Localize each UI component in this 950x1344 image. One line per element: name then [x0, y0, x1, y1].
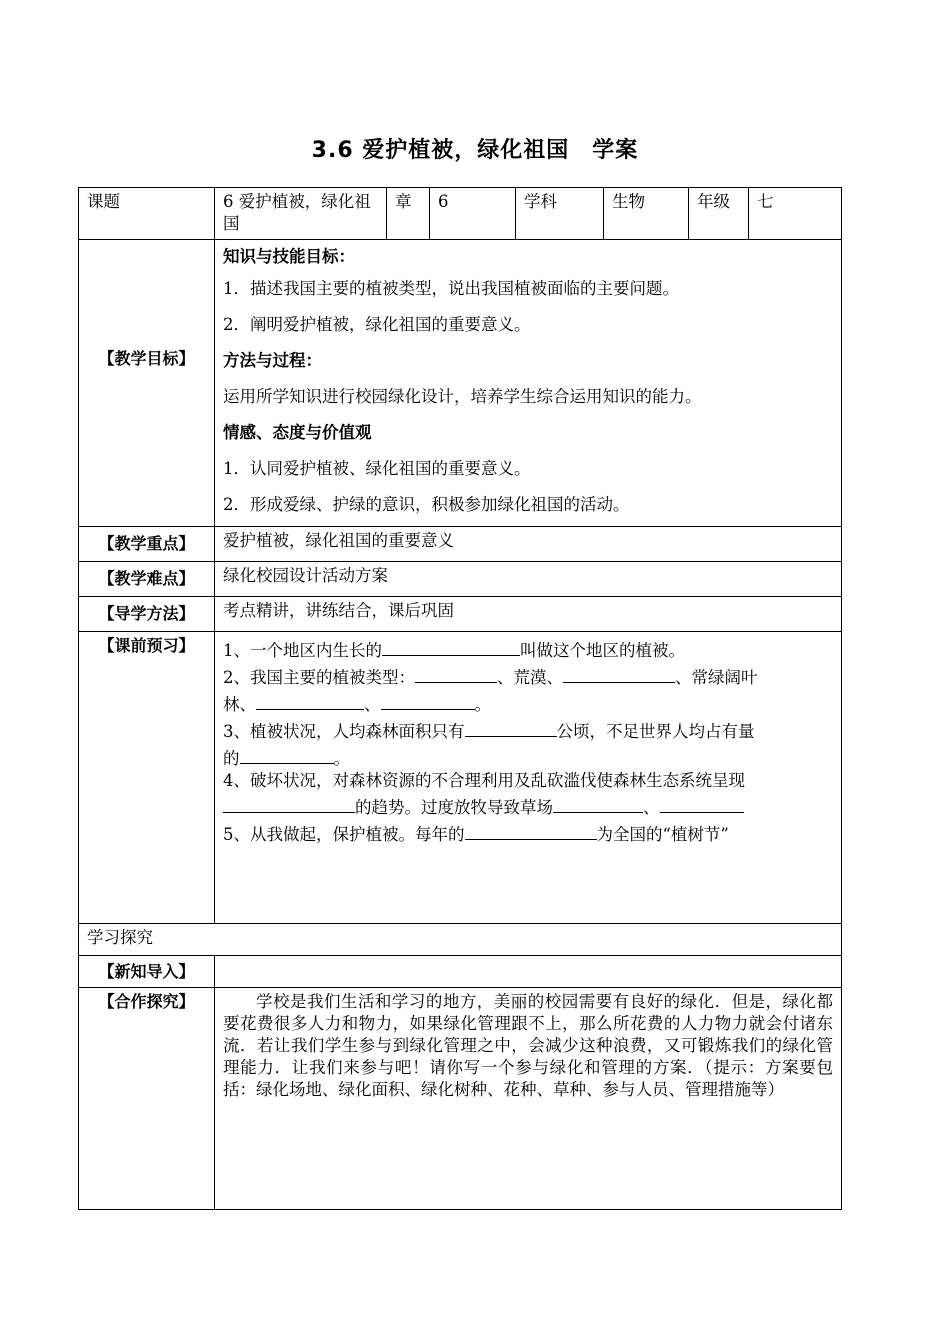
cooperate-text: 学校是我们生活和学习的地方，美丽的校园需要有良好的绿化．但是，绿化都要花费很多人力和物力，如果绿化管理跟不上，那么所花费的人力物力就会付诸东流．若让我们学生参与到绿化管理之中，会减少这种浪费，又可锻炼我们的绿化管理能力．让我们来参与吧！请你写一个参与绿化和管理的方案．（提示：方案要包括：绿化场地、绿化面积、绿化树种、花种、草种、参与人员、管理措施等） [215, 988, 842, 1210]
difficulty-row [79, 562, 842, 597]
new-intro-label: 【新知导入】 [79, 956, 215, 988]
page-title: 3.6 爱护植被，绿化祖国 学案 [311, 138, 639, 163]
blank[interactable] [240, 743, 334, 764]
subject-value: 生物 [604, 188, 689, 240]
method-label: 【导学方法】 [79, 597, 215, 632]
blank[interactable] [223, 792, 355, 813]
blank[interactable] [660, 792, 744, 813]
preview-q4: 4、破坏状况，对森林资源的不合理利用及乱砍滥伐使森林生态系统呈现 [223, 771, 745, 790]
cooperate-label: 【合作探究】 [79, 988, 215, 1210]
knowledge-item-1: 1．描述我国主要的植被类型，说出我国植被面临的主要问题。 [223, 279, 679, 298]
key-point-row [79, 527, 842, 562]
blank[interactable] [256, 689, 364, 710]
preview-q5: 5、从我做起，保护植被。每年的 为全国的“植树节” [223, 819, 833, 846]
method-value: 考点精讲，讲练结合，课后巩固 [215, 597, 842, 632]
grade-value: 七 [749, 188, 842, 240]
new-intro-row [79, 956, 842, 988]
preview-q2: 2、我国主要的植被类型： 、荒漠、 、常绿阔叶 [223, 662, 833, 689]
difficulty-label: 【教学难点】 [79, 562, 215, 597]
method-item-1: 运用所学知识进行校园绿化设计，培养学生综合运用知识的能力。 [223, 387, 702, 406]
preview-q3: 3、植被状况，人均森林面积只有 公顷，不足世界人均占有量 [223, 716, 833, 743]
new-intro-content [215, 956, 842, 988]
knowledge-item-2: 2．阐明爱护植被，绿化祖国的重要意义。 [223, 315, 531, 334]
preview-q1: 1、一个地区内生长的 叫做这个地区的植被。 [223, 635, 833, 662]
explore-row [79, 924, 842, 956]
subject-label: 学科 [516, 188, 604, 240]
explore-label: 学习探究 [79, 924, 842, 956]
objectives-row [79, 240, 842, 527]
objectives-content [215, 240, 842, 527]
objectives-label: 【教学目标】 [79, 240, 215, 527]
preview-q4-cont: 的趋势。过度放牧导致草场 、 [223, 792, 833, 819]
blank[interactable] [415, 662, 497, 683]
key-point-value: 爱护植被，绿化祖国的重要意义 [215, 527, 842, 562]
difficulty-value: 绿化校园设计活动方案 [215, 562, 842, 597]
header-row [79, 188, 842, 240]
preview-label: 【课前预习】 [79, 632, 215, 924]
blank[interactable] [465, 819, 597, 840]
method-heading: 方法与过程： [223, 351, 322, 370]
blank[interactable] [563, 662, 675, 683]
cooperate-row [79, 988, 842, 1210]
method-row [79, 597, 842, 632]
topic-label: 课题 [79, 188, 215, 240]
lesson-plan-table [78, 187, 842, 1210]
knowledge-heading: 知识与技能目标： [223, 247, 355, 266]
blank[interactable] [553, 792, 643, 813]
blank[interactable] [382, 635, 520, 656]
key-point-label: 【教学重点】 [79, 527, 215, 562]
preview-q2-cont: 林、 、 。 [223, 689, 833, 716]
preview-q3-cont: 的 。 [223, 743, 833, 770]
blank[interactable] [381, 689, 475, 710]
chapter-label: 章 [387, 188, 430, 240]
emotion-item-1: 1．认同爱护植被、绿化祖国的重要意义。 [223, 459, 531, 478]
emotion-heading: 情感、态度与价值观 [223, 423, 372, 442]
preview-row [79, 632, 842, 924]
preview-content [215, 632, 842, 924]
blank[interactable] [465, 716, 557, 737]
emotion-item-2: 2．形成爱绿、护绿的意识，积极参加绿化祖国的活动。 [223, 495, 630, 514]
topic-value: 6 爱护植被，绿化祖国 [215, 188, 387, 240]
chapter-value: 6 [430, 188, 516, 240]
grade-label: 年级 [689, 188, 749, 240]
